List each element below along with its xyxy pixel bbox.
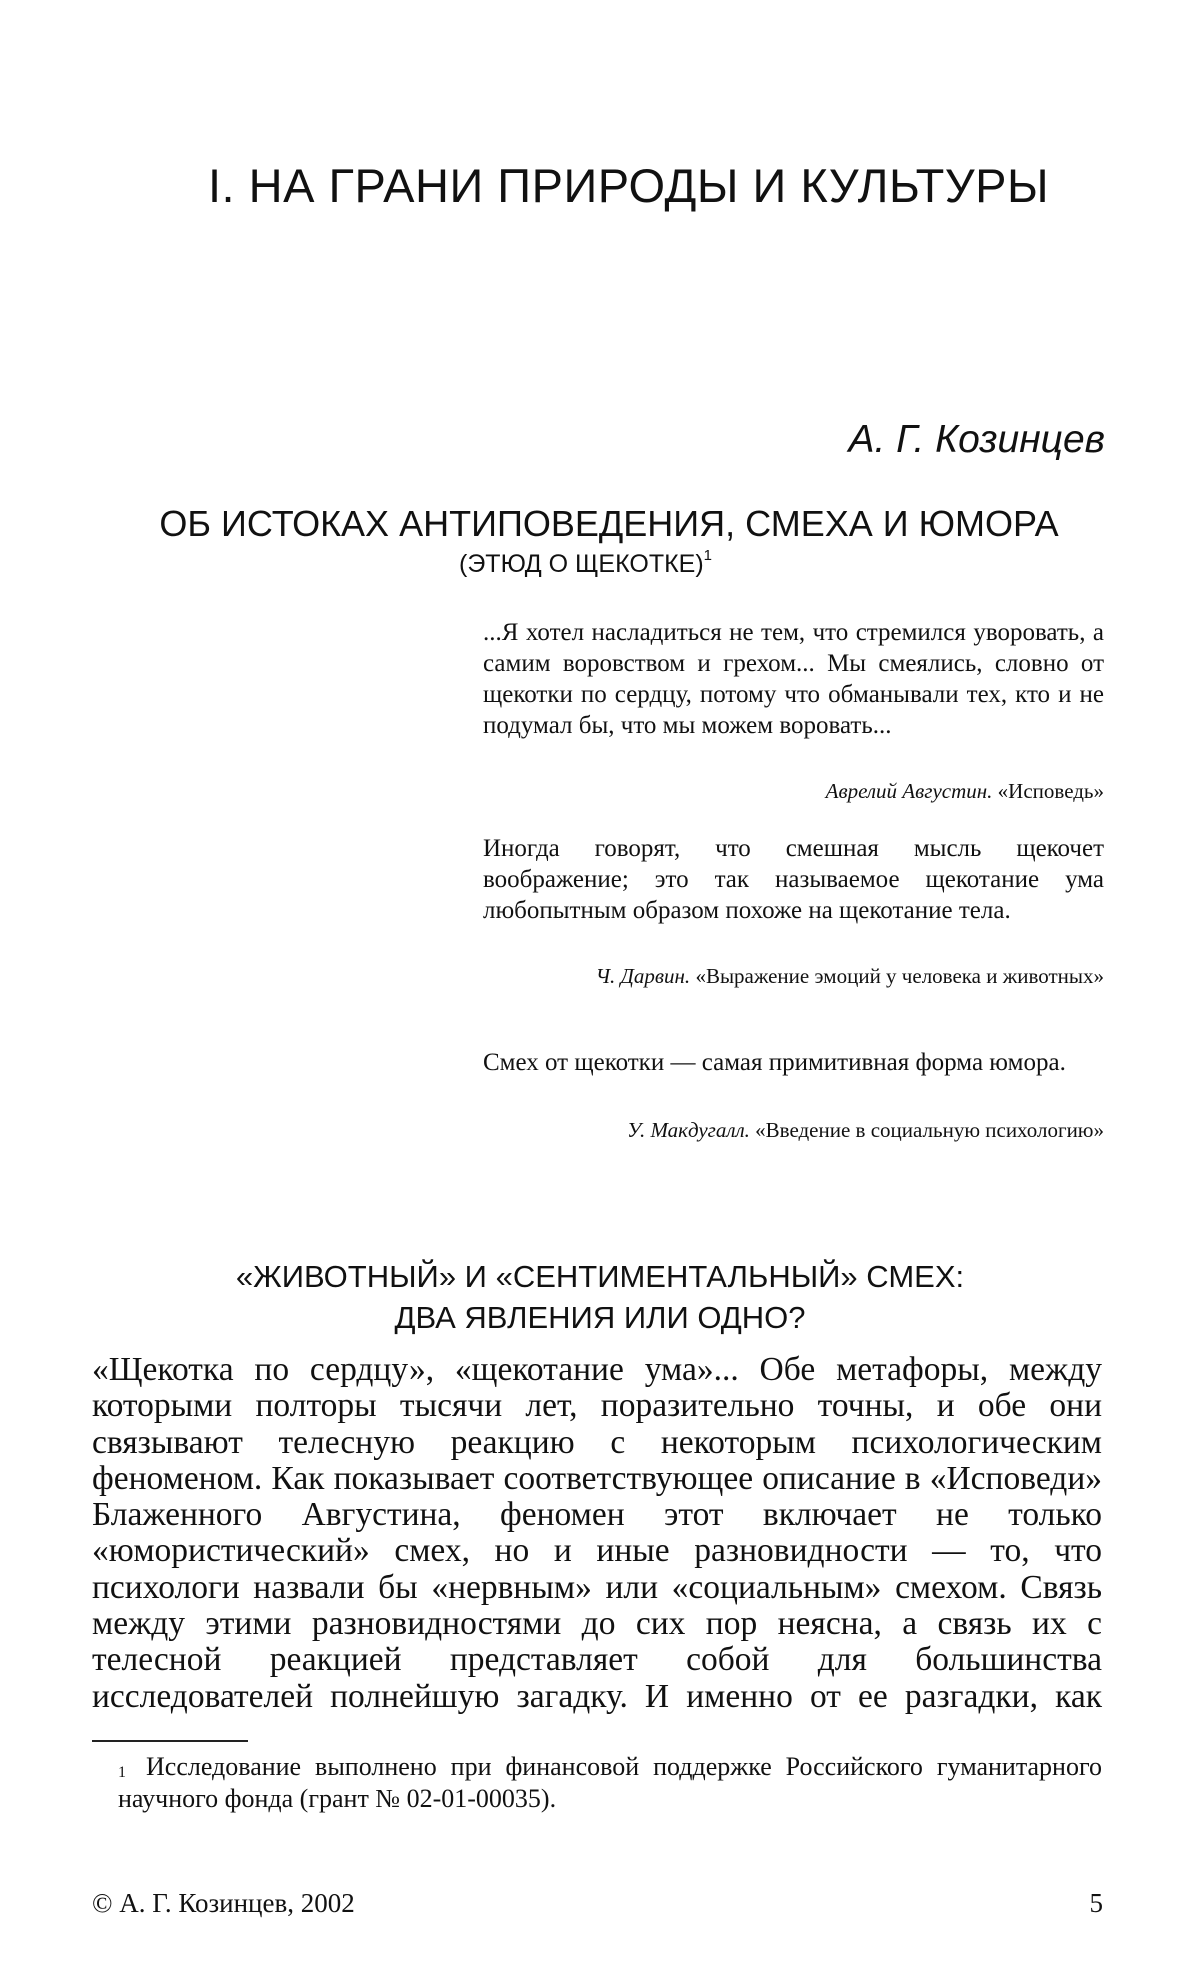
epigraph-attribution	[574, 962, 1104, 991]
epigraph-author: У. Макдугалл.	[627, 1118, 750, 1142]
copyright: © А. Г. Козинцев, 2002	[92, 1888, 355, 1919]
epigraph-text: Иногда говорят, что смешная мысль щекочет воображение; это так называемое щекотание ума любопытным образом похоже на щекотание тела.	[483, 833, 1104, 926]
footnote-number: 1	[118, 1757, 126, 1789]
epigraph-attribution	[624, 1116, 1104, 1145]
epigraph-author: Аврелий Августин.	[826, 779, 993, 803]
subheading	[0, 1256, 1200, 1338]
article-subtitle-text: (ЭТЮД О ЩЕКОТКЕ)	[459, 550, 704, 578]
epigraph-work: «Исповедь»	[998, 779, 1104, 803]
article-title: ОБ ИСТОКАХ АНТИПОВЕДЕНИЯ, СМЕХА И ЮМОРА	[0, 503, 1200, 545]
footnote-mark: 1	[704, 547, 712, 564]
epigraph-text: ...Я хотел насладиться не тем, что стремился уворовать, а самим воровством и грехом... Мы смеялись, словно от щекотки по сердцу, потому что обманывали тех, кто и не подумал бы, что мы можем воровать...	[483, 617, 1104, 741]
subheading-line: «ЖИВОТНЫЙ» И «СЕНТИМЕНТАЛЬНЫЙ» СМЕХ:	[0, 1256, 1200, 1297]
section-title: I. НА ГРАНИ ПРИРОДЫ И КУЛЬТУРЫ	[208, 158, 1049, 213]
book-page	[0, 0, 1200, 1975]
epigraph-work: «Выражение эмоций у человека и животных»	[695, 964, 1104, 988]
footnote	[118, 1751, 1102, 1815]
epigraph-text: Смех от щекотки — самая примитивная форма юмора.	[483, 1047, 1104, 1078]
page-number: 5	[1090, 1888, 1104, 1919]
epigraph-author: Ч. Дарвин.	[596, 964, 691, 988]
epigraph-attribution	[544, 777, 1104, 806]
article-subtitle	[459, 550, 712, 579]
footnote-text: Исследование выполнено при финансовой поддержке Российского гуманитарного научного фонда (грант № 02-01-00035).	[118, 1752, 1102, 1813]
footnote-divider	[92, 1740, 248, 1742]
subheading-line: ДВА ЯВЛЕНИЯ ИЛИ ОДНО?	[0, 1297, 1200, 1338]
body-paragraph: «Щекотка по сердцу», «щекотание ума»... Обе метафоры, между которыми полторы тысячи лет, поразительно точны, и обе они связывают телесную реакцию с некоторым психологическим феноменом. Как показывает соответствующее описание в «Исповеди» Блаженного Августина, феномен этот включает не только «юмористический» смех, но и иные разновидности — то, что психологи назвали бы «нервным» или «социальным» смехом. Связь между этими разновидностями до сих пор неясна, а связь их с телесной реакцией представляет собой для большинства исследователей полнейшую загадку. И именно от ее разгадки, как	[92, 1352, 1102, 1715]
epigraph-work: «Введение в социальную психологию»	[755, 1118, 1104, 1142]
author-name: А. Г. Козинцев	[848, 418, 1105, 462]
